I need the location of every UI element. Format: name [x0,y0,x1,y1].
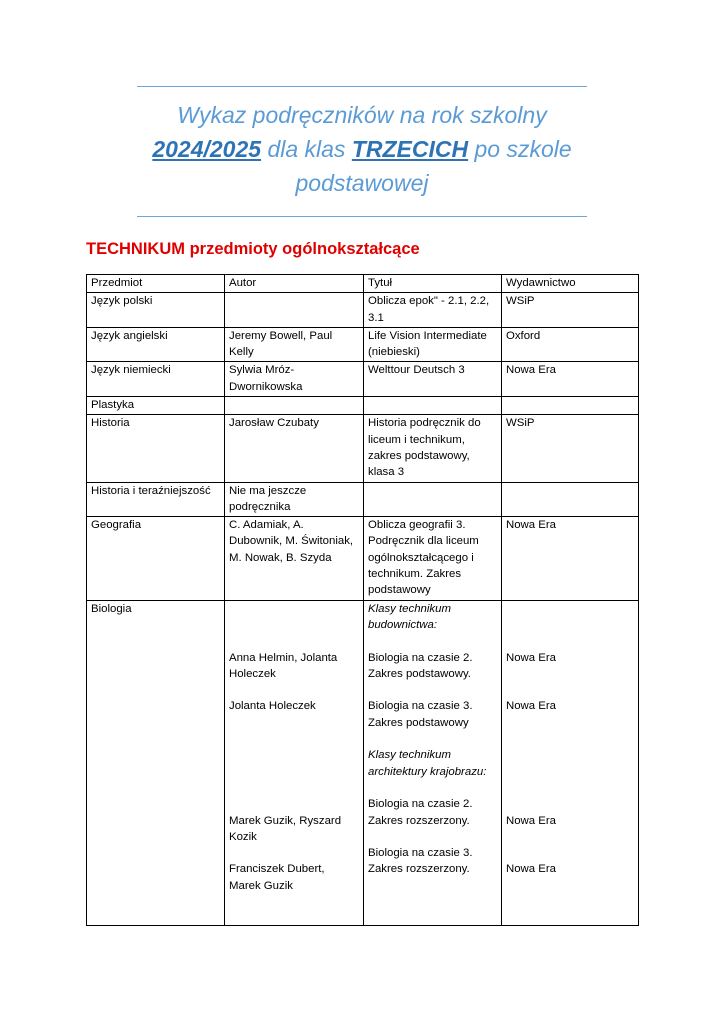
cell-subject: Język polski [87,293,225,328]
title-line-1: Wykaz podręczników na rok szkolny [177,102,547,128]
cell-publisher: WSiP [502,415,639,482]
cell-title [364,482,502,517]
cell-author: Sylwia Mróz-Dwornikowska [225,362,364,397]
table-row [87,517,639,600]
header-publisher: Wydawnictwo [502,275,639,293]
cell-author: C. Adamiak, A. Dubownik, M. Świtoniak, M. Nowak, B. Szyda [225,517,364,600]
cell-title [364,397,502,415]
cell-subject: Historia i teraźniejszość [87,482,225,517]
title-rule-bottom [137,216,587,217]
cell-publisher: Nowa Era [502,362,639,397]
cell-publisher [502,397,639,415]
biology-title-4: Biologia na czasie 3. Zakres rozszerzony. [368,847,473,876]
cell-subject: Język angielski [87,327,225,362]
table-row-biology [87,600,639,925]
page-title [120,98,604,200]
title-line-3: podstawowej [295,170,429,196]
header-author: Autor [225,275,364,293]
cell-author-biology [225,600,364,925]
cell-publisher: Oxford [502,327,639,362]
cell-publisher-biology [502,600,639,925]
biology-author-4: Franciszek Dubert, Marek Guzik [229,863,325,892]
biology-title-1: Biologia na czasie 2. Zakres podstawowy. [368,651,473,680]
school-year: 2024/2025 [152,136,262,162]
cell-subject: Język niemiecki [87,362,225,397]
cell-subject: Historia [87,415,225,482]
table-row [87,397,639,415]
table-row [87,362,639,397]
cell-title: Historia podręcznik do liceum i technikum, zakres podstawowy, klasa 3 [364,415,502,482]
textbook-table [86,274,639,926]
cell-author: Nie ma jeszcze podręcznika [225,482,364,517]
biology-author-2: Jolanta Holeczek [229,700,316,713]
grade-name: TRZECICH [351,136,469,162]
title-rule-top [137,86,587,87]
header-subject: Przedmiot [87,275,225,293]
cell-subject: Geografia [87,517,225,600]
biology-title-3: Biologia na czasie 2. Zakres rozszerzony. [368,798,473,827]
table-row [87,482,639,517]
biology-publisher-1: Nowa Era [506,651,557,664]
biology-publisher-4: Nowa Era [506,863,557,876]
cell-publisher: WSiP [502,293,639,328]
cell-subject: Plastyka [87,397,225,415]
header-title: Tytuł [364,275,502,293]
cell-title-biology [364,600,502,925]
cell-title: Oblicza geografii 3. Podręcznik dla liceum ogólnokształcącego i technikum. Zakres podstawowy [364,517,502,600]
cell-publisher [502,482,639,517]
biology-group-landscape: Klasy technikum architektury krajobrazu: [368,749,487,778]
title-mid: dla klas [261,136,352,162]
cell-author [225,397,364,415]
title-after: po szkole [468,136,572,162]
section-title: TECHNIKUM przedmioty ogólnokształcące [86,240,420,258]
title-line-2 [120,132,604,166]
cell-author: Jarosław Czubaty [225,415,364,482]
cell-author: Jeremy Bowell, Paul Kelly [225,327,364,362]
cell-subject: Biologia [87,600,225,925]
table-header-row [87,275,639,293]
cell-title: Oblicza epok" - 2.1, 2.2, 3.1 [364,293,502,328]
table-row [87,327,639,362]
cell-title: Life Vision Intermediate (niebieski) [364,327,502,362]
table-row [87,293,639,328]
biology-publisher-2: Nowa Era [506,700,557,713]
biology-author-1: Anna Helmin, Jolanta Holeczek [229,651,338,680]
table-row [87,415,639,482]
biology-group-construction: Klasy technikum budownictwa: [368,602,451,631]
cell-author [225,293,364,328]
biology-author-3: Marek Guzik, Ryszard Kozik [229,814,342,843]
biology-publisher-3: Nowa Era [506,814,557,827]
biology-title-2: Biologia na czasie 3. Zakres podstawowy [368,700,473,729]
cell-publisher: Nowa Era [502,517,639,600]
cell-title: Welttour Deutsch 3 [364,362,502,397]
